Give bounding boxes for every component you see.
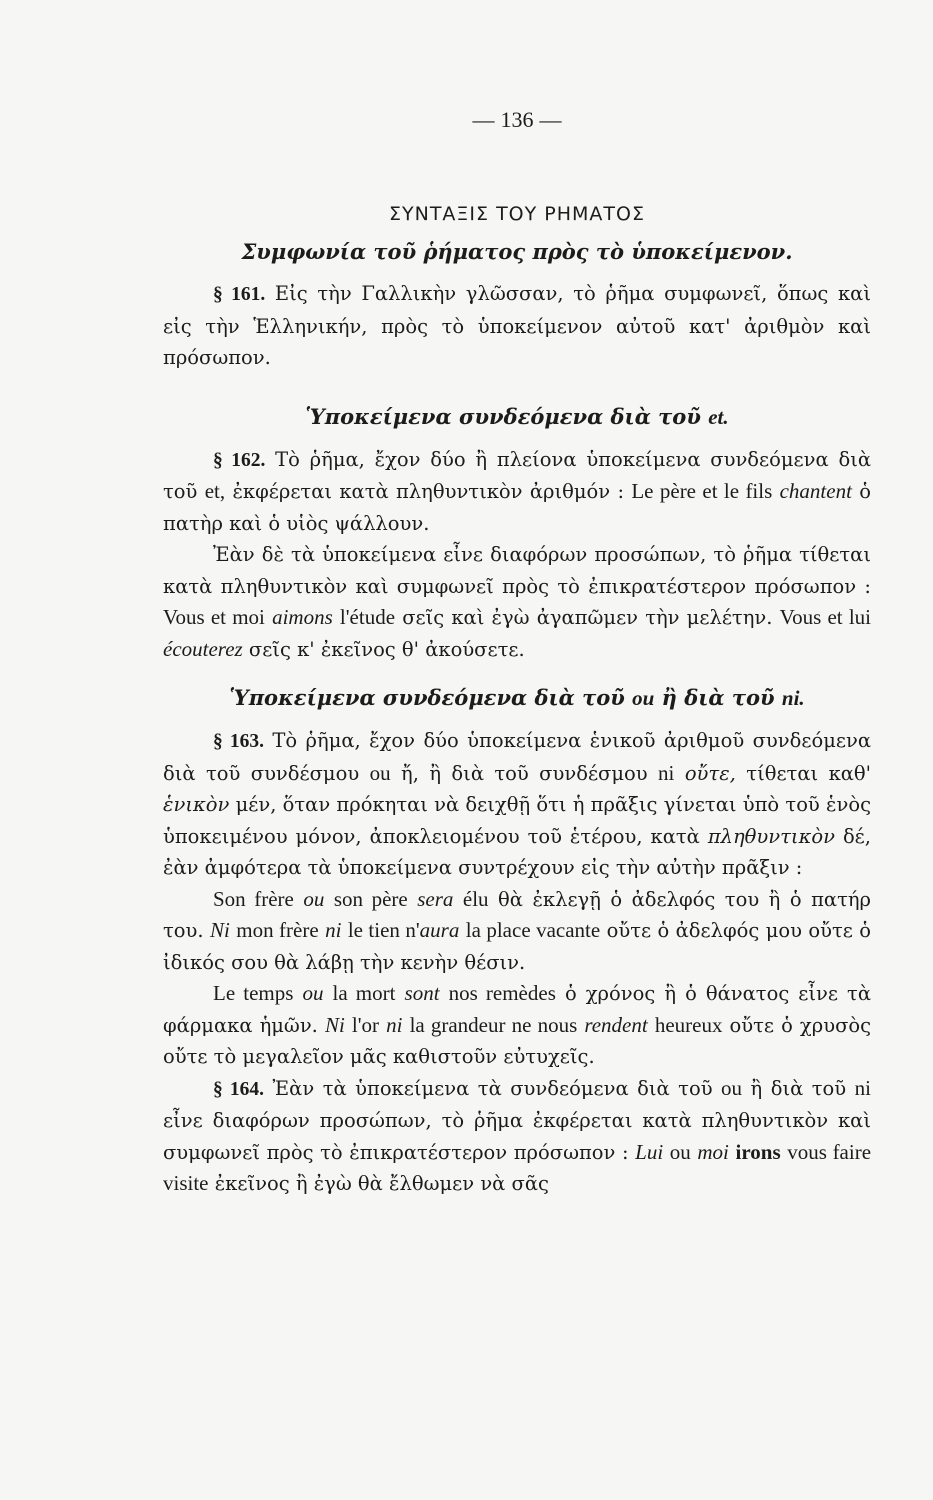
- section-163-number: § 163.: [213, 731, 264, 752]
- section-164-number: § 164.: [213, 1078, 265, 1100]
- section-161-number: § 161.: [213, 284, 266, 305]
- section-162-number: § 162.: [213, 449, 266, 471]
- paragraph-162-b: Ἐὰν δὲ τὰ ὑποκείμενα εἶνε διαφόρων προσώπων, τὸ ῥῆμα τίθεται κατὰ πληθυντικὸν καὶ συμφωνεῖ πρὸς τὸ ἐπικρατέστερον πρόσωπον : Vous et moi aimons l'étude σεῖς καὶ ἐγὼ ἀγαπῶμεν τὴν μελέτην. Vous et lui écouterez σεῖς κ' ἐκεῖνος θ' ἀκούσετε.: [163, 543, 872, 661]
- heading-agreement: Συμφωνία τοῦ ῥήματος πρὸς τὸ ὑποκείμενον.: [241, 239, 793, 264]
- example-2: Le temps ou la mort sont nos remèdes ὁ χρόνος ἢ ὁ θάνατος εἶνε τὰ φάρμακα ἡμῶν. Ni l'or ni la grandeur ne nous rendent heureux οὔτε ὁ χρυσὸς οὔτε τὸ μεγαλεῖον μᾶς καθιστοῦν εὐτυχεῖς.: [163, 981, 872, 1068]
- paragraph-163: § 163. Τὸ ῥῆμα, ἔχον δύο ὑποκείμενα ἑνικοῦ ἀριθμοῦ συνδεόμενα διὰ τοῦ συνδέσμου ou ἤ, ἢ διὰ τοῦ συνδέσμου ni οὔτε, τίθεται καθ' ἑνικὸν μέν, ὅταν πρόκηται νὰ δειχθῇ ὅτι ἡ πρᾶξις γίνεται ὑπὸ τοῦ ἑνὸς ὑποκειμένου μόνον, ἀποκλειομένου τοῦ ἑτέρου, κατὰ πληθυντικὸν δέ, ἐὰν ἀμφότερα τὰ ὑποκείμενα συντρέχουν εἰς τὴν αὐτὴν πρᾶξιν :: [163, 729, 872, 879]
- paragraph-161: § 161. Εἰς τὴν Γαλλικὴν γλῶσσαν, τὸ ῥῆμα συμφωνεῖ, ὅπως καὶ εἰς τὴν Ἑλληνικήν, πρὸς τὸ ὑποκείμενον αὐτοῦ κατ' ἀριθμὸν καὶ πρόσωπον.: [163, 282, 871, 369]
- section-title: ΣΥΝΤΑΞΙΣ ΤΟΥ ΡΗΜΑΤΟΣ: [389, 203, 645, 225]
- paragraph-164: § 164. Ἐὰν τὰ ὑποκείμενα τὰ συνδεόμενα διὰ τοῦ ou ἢ διὰ τοῦ ni εἶνε διαφόρων προσώπων, τὸ ῥῆμα ἐκφέρεται κατὰ πληθυντικὸν καὶ συμφωνεῖ πρὸς τὸ ἐπικρατέστερον πρόσωπον : Lui ou moi irons vous faire visite ἐκεῖνος ἢ ἐγὼ θὰ ἔλθωμεν νὰ σᾶς: [163, 1075, 872, 1195]
- paragraph-162: § 162. Τὸ ῥῆμα, ἔχον δύο ἢ πλείονα ὑποκείμενα συνδεόμενα διὰ τοῦ et, ἐκφέρεται κατὰ πληθυντικὸν ἀριθμόν : Le père et le fils chantent ὁ πατὴρ καὶ ὁ υἱὸς ψάλλουν.: [163, 447, 872, 535]
- example-1: Son frère ou son père sera élu θὰ ἐκλεγῇ ὁ ἀδελφός του ἢ ὁ πατήρ του. Ni mon frère ni le tien n'aura la place vacante οὔτε ὁ ἀδελφός μου οὔτε ὁ ἰδικός σου θὰ λάβῃ τὴν κενὴν θέσιν.: [163, 886, 872, 974]
- heading-et: Ὑποκείμενα συνδεόμενα διὰ τοῦ et.: [305, 403, 729, 429]
- page-number: — 136 —: [472, 107, 562, 132]
- page: [163, 95, 871, 1200]
- heading-ou-ni: Ὑποκείμενα συνδεόμενα διὰ τοῦ ou ἢ διὰ τοῦ ni.: [229, 685, 805, 710]
